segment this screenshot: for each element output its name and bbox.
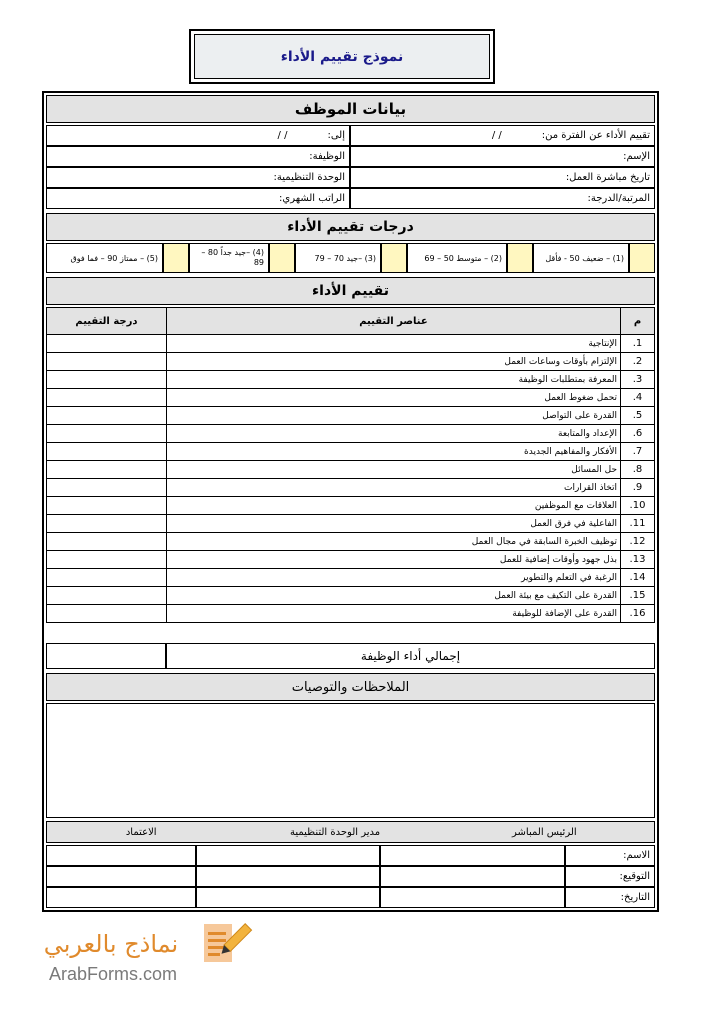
row-element: توظيف الخبرة السابقة في مجال العمل — [166, 533, 620, 551]
row-score-cell[interactable] — [47, 425, 167, 443]
row-number: 3. — [621, 371, 655, 389]
approval-label: الاعتماد — [125, 826, 157, 838]
table-row — [47, 605, 655, 623]
row-element: الإعداد والمتابعة — [166, 425, 620, 443]
row-number: 14. — [621, 569, 655, 587]
grade-2-label: (2) – متوسط 50 – 69 — [407, 243, 507, 273]
row-element: القدرة على التواصل — [166, 407, 620, 425]
table-row — [47, 515, 655, 533]
row-number: 2. — [621, 353, 655, 371]
table-row — [47, 425, 655, 443]
row-number: 13. — [621, 551, 655, 569]
row-score-cell[interactable] — [47, 479, 167, 497]
unit-manager-label: مدير الوحدة التنظيمية — [289, 826, 381, 838]
table-row — [47, 443, 655, 461]
sig-name-approval[interactable] — [46, 845, 196, 866]
period-from-slashes: / / — [491, 130, 502, 141]
row-element: اتخاذ القرارات — [166, 479, 620, 497]
row-element: تحمل ضغوط العمل — [166, 389, 620, 407]
row-number: 8. — [621, 461, 655, 479]
pencil-document-icon — [198, 916, 254, 972]
signature-header — [46, 821, 655, 843]
salary-field[interactable] — [46, 188, 350, 209]
row-number: 5. — [621, 407, 655, 425]
form-title: نموذج تقييم الأداء — [194, 34, 490, 79]
row-number: 9. — [621, 479, 655, 497]
grade-5-box[interactable] — [163, 243, 189, 273]
row-score-cell[interactable] — [47, 533, 167, 551]
sig-date-unit[interactable] — [196, 887, 380, 908]
notes-area[interactable] — [46, 703, 655, 818]
unit-label: الوحدة التنظيمية: — [273, 172, 345, 183]
row-score-cell[interactable] — [47, 551, 167, 569]
start-date-field[interactable] — [350, 167, 655, 188]
total-row — [46, 643, 655, 669]
table-row — [47, 335, 655, 353]
grades-row — [46, 243, 655, 273]
total-score-cell[interactable] — [46, 643, 166, 669]
table-row — [47, 551, 655, 569]
sig-signature-direct[interactable] — [380, 866, 565, 887]
period-from-field[interactable] — [350, 125, 655, 146]
row-score-cell[interactable] — [47, 371, 167, 389]
salary-label: الراتب الشهري: — [279, 193, 345, 204]
sig-date-approval[interactable] — [46, 887, 196, 908]
row-number: 11. — [621, 515, 655, 533]
table-row — [47, 497, 655, 515]
period-to-field[interactable] — [46, 125, 350, 146]
unit-field[interactable] — [46, 167, 350, 188]
site-logo — [18, 916, 258, 996]
form-title-box — [189, 29, 495, 84]
row-number: 4. — [621, 389, 655, 407]
grades-section-title: درجات تقييم الأداء — [46, 213, 655, 241]
row-score-cell[interactable] — [47, 389, 167, 407]
row-element: القدرة على الإضافة للوظيفة — [166, 605, 620, 623]
table-row — [47, 587, 655, 605]
job-label: الوظيفة: — [309, 151, 345, 162]
period-to-label: إلى: — [327, 130, 345, 141]
evaluation-section-title: تقييم الأداء — [46, 277, 655, 305]
period-to-slashes: / / — [277, 130, 288, 141]
row-score-cell[interactable] — [47, 443, 167, 461]
logo-arabic: نماذج بالعربي — [43, 930, 179, 958]
row-element: الفاعلية في فرق العمل — [166, 515, 620, 533]
direct-manager-label: الرئيس المباشر — [512, 826, 577, 838]
sig-name-label: الاسم: — [565, 845, 655, 866]
grade-2-box[interactable] — [507, 243, 533, 273]
name-label: الإسم: — [623, 151, 650, 162]
row-score-cell[interactable] — [47, 407, 167, 425]
table-row — [47, 407, 655, 425]
col-header-score: درجة التقييم — [47, 308, 167, 335]
row-element: القدرة على التكيف مع بيئة العمل — [166, 587, 620, 605]
row-number: 6. — [621, 425, 655, 443]
row-element: حل المسائل — [166, 461, 620, 479]
row-number: 10. — [621, 497, 655, 515]
sig-date-label: التاريخ: — [565, 887, 655, 908]
table-row — [47, 479, 655, 497]
row-element: الأفكار والمفاهيم الجديدة — [166, 443, 620, 461]
employee-fields — [46, 125, 655, 209]
evaluation-table — [46, 307, 655, 623]
row-score-cell[interactable] — [47, 515, 167, 533]
table-row — [47, 569, 655, 587]
row-element: العلاقات مع الموظفين — [166, 497, 620, 515]
row-score-cell[interactable] — [47, 587, 167, 605]
row-number: 7. — [621, 443, 655, 461]
notes-section-title: الملاحظات والتوصيات — [46, 673, 655, 701]
row-number: 16. — [621, 605, 655, 623]
sig-signature-unit[interactable] — [196, 866, 380, 887]
row-number: 15. — [621, 587, 655, 605]
row-element: الإنتاجية — [166, 335, 620, 353]
grade-4-label: (4) –جيد جداً 80 – 89 — [189, 243, 269, 273]
job-field[interactable] — [46, 146, 350, 167]
grade-1-box[interactable] — [629, 243, 655, 273]
table-row — [47, 371, 655, 389]
name-field[interactable] — [350, 146, 655, 167]
total-label: إجمالي أداء الوظيفة — [166, 643, 655, 669]
col-header-elements: عناصر التقييم — [166, 308, 620, 335]
row-score-cell[interactable] — [47, 335, 167, 353]
grade-3-label: (3) –جيد 70 – 79 — [295, 243, 381, 273]
row-element: بذل جهود وأوقات إضافية للعمل — [166, 551, 620, 569]
grade-3-box[interactable] — [381, 243, 407, 273]
row-score-cell[interactable] — [47, 569, 167, 587]
grade-1-label: (1) – ضعيف 50 - فأقل — [533, 243, 629, 273]
table-row — [47, 353, 655, 371]
period-from-label: تقييم الأداء عن الفترة من: — [541, 130, 650, 141]
sig-signature-label: التوقيع: — [565, 866, 655, 887]
row-score-cell[interactable] — [47, 461, 167, 479]
row-number: 1. — [621, 335, 655, 353]
table-row — [47, 533, 655, 551]
col-header-num: م — [621, 308, 655, 335]
table-row — [47, 389, 655, 407]
sig-signature-approval[interactable] — [46, 866, 196, 887]
row-number: 12. — [621, 533, 655, 551]
row-score-cell[interactable] — [47, 605, 167, 623]
sig-name-unit[interactable] — [196, 845, 380, 866]
row-element: الإلتزام بأوقات وساعات العمل — [166, 353, 620, 371]
table-row — [47, 461, 655, 479]
grade-4-box[interactable] — [269, 243, 295, 273]
logo-latin: ArabForms.com — [48, 964, 178, 984]
grade-5-label: (5) – ممتاز 90 – فما فوق — [46, 243, 163, 273]
row-score-cell[interactable] — [47, 497, 167, 515]
row-element: المعرفة بمتطلبات الوظيفة — [166, 371, 620, 389]
sig-name-direct[interactable] — [380, 845, 565, 866]
row-element: الرغبة في التعلم والتطوير — [166, 569, 620, 587]
grade-label: المرتبة/الدرجة: — [587, 193, 650, 204]
grade-field[interactable] — [350, 188, 655, 209]
signature-table — [46, 845, 655, 908]
employee-section-title: بيانات الموظف — [46, 95, 655, 123]
row-score-cell[interactable] — [47, 353, 167, 371]
start-date-label: تاريخ مباشرة العمل: — [565, 172, 650, 183]
sig-date-direct[interactable] — [380, 887, 565, 908]
